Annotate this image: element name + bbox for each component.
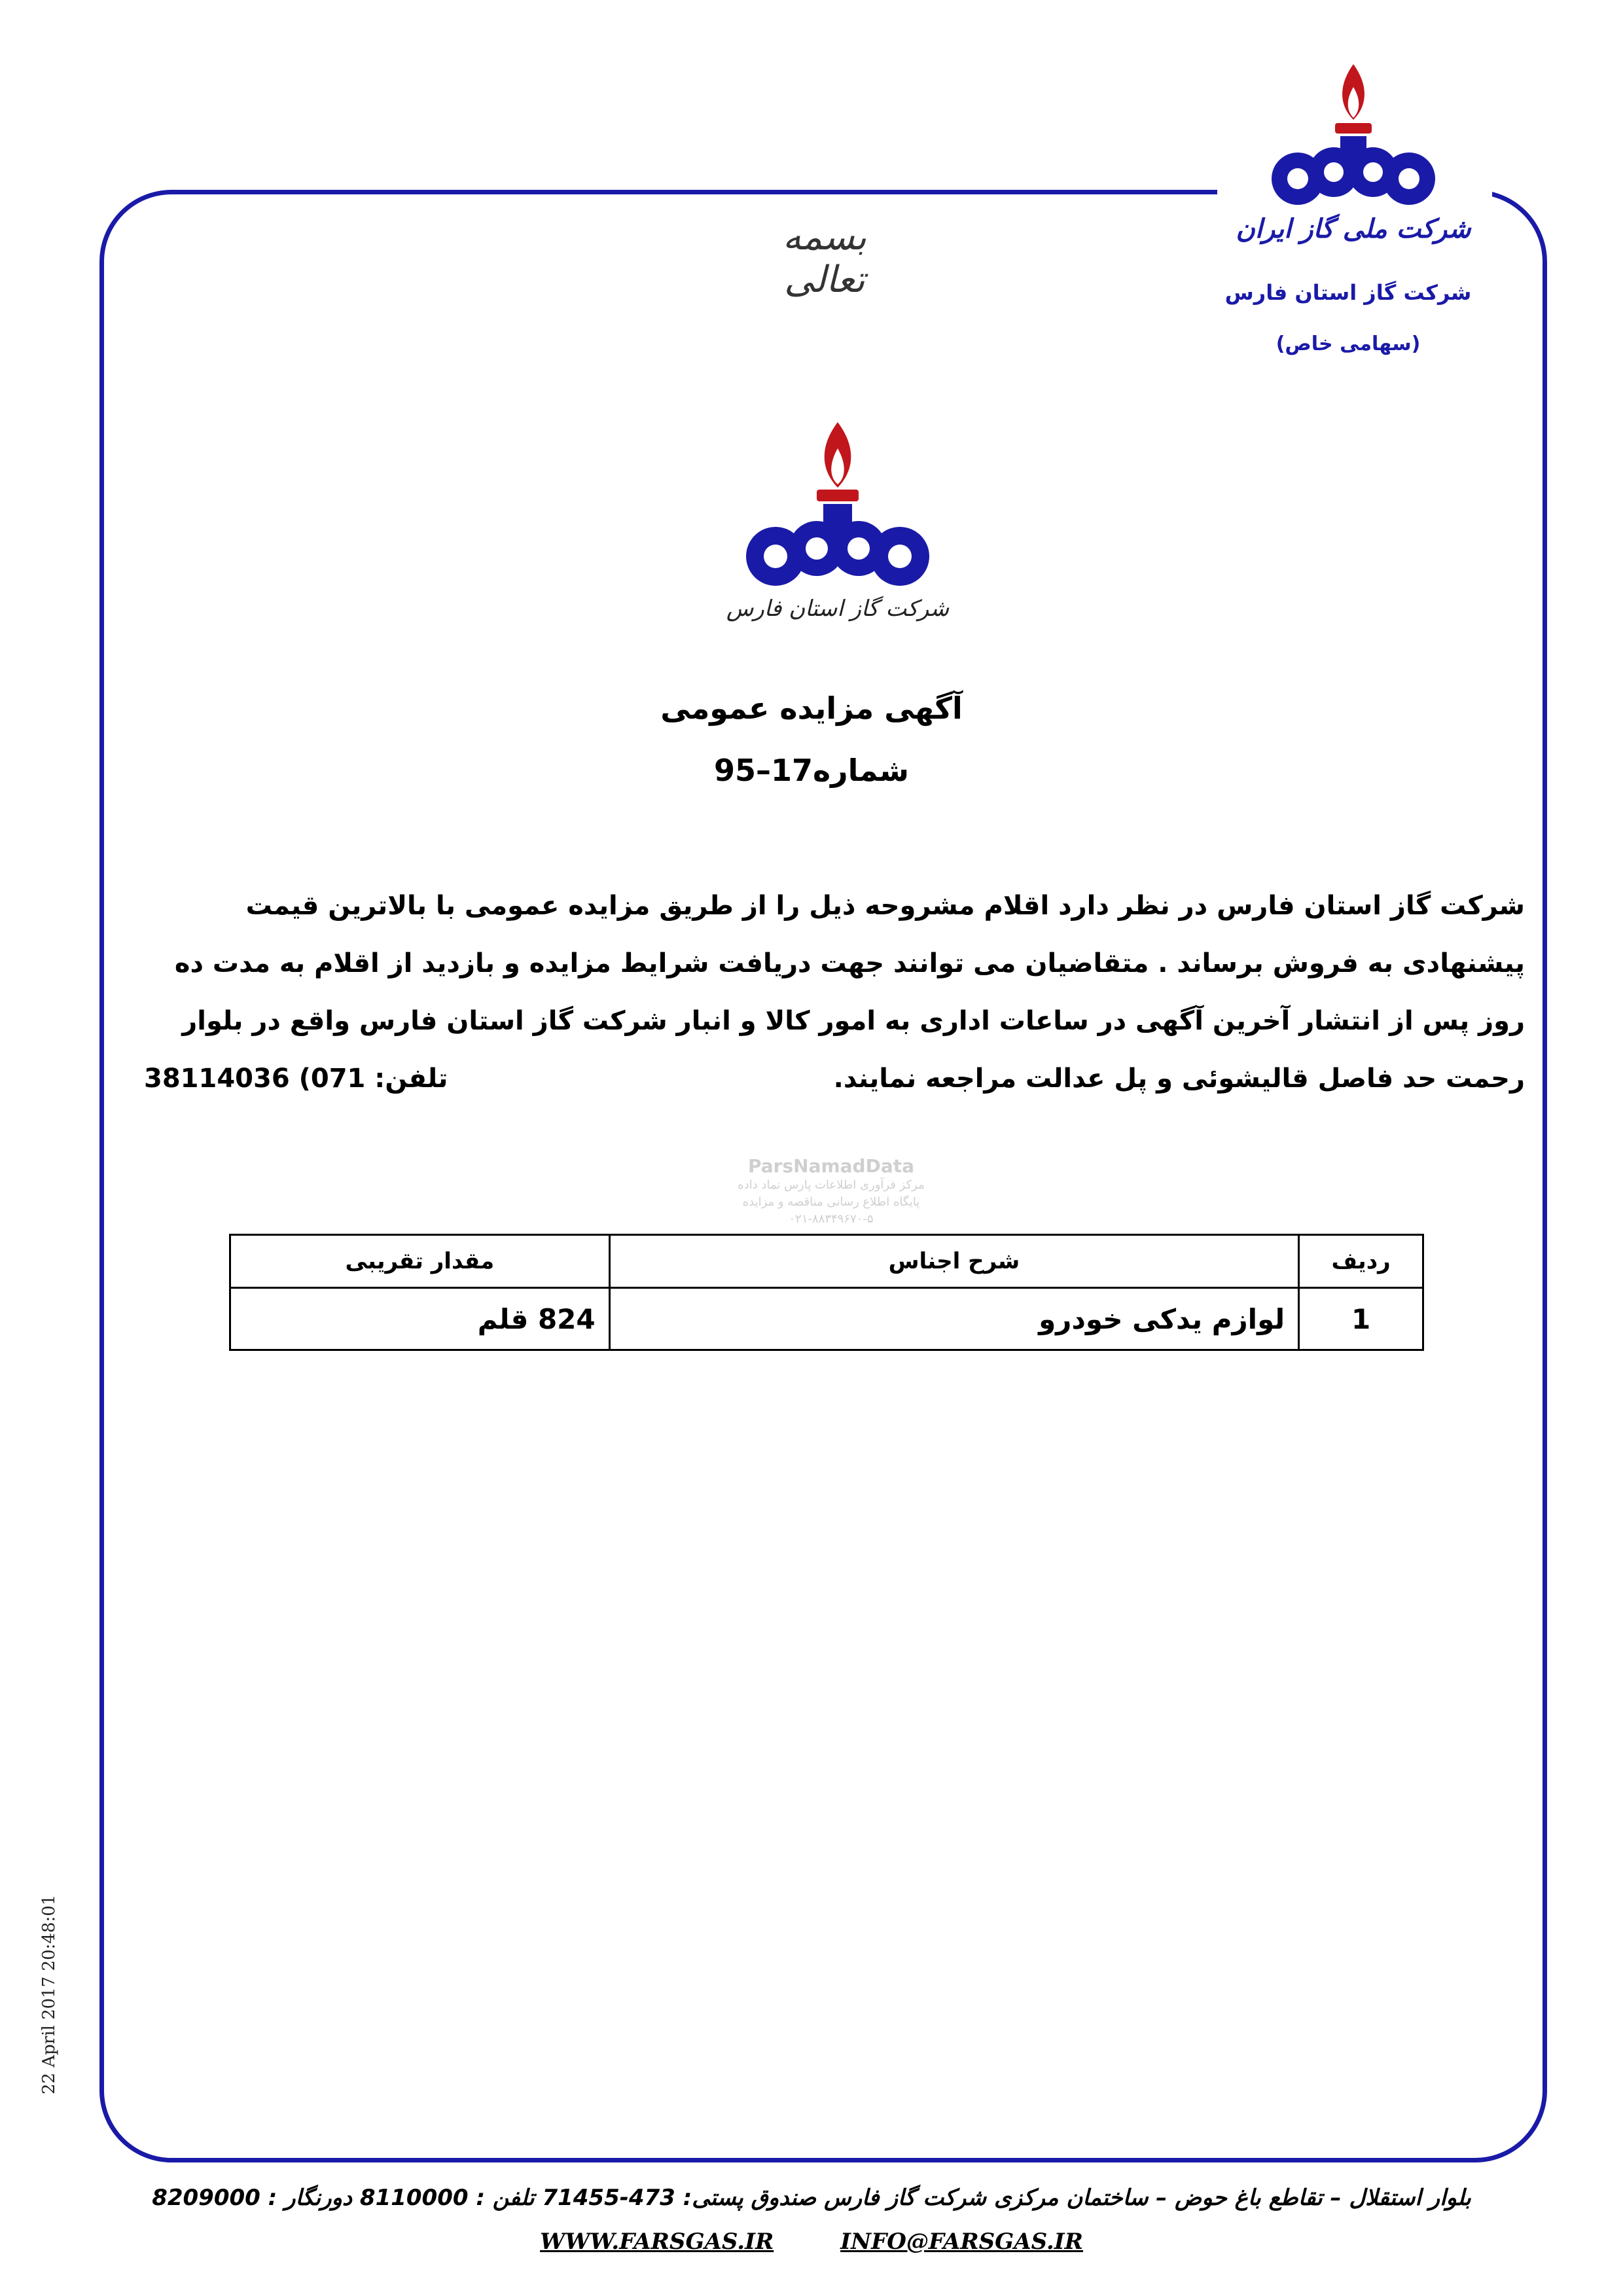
watermark-line-2: پایگاه اطلاع رسانی مناقصه و مزایده	[742, 1195, 920, 1209]
logo-script-text: شرکت ملی گاز ایران	[1236, 213, 1471, 244]
footer-contacts	[0, 2229, 1623, 2255]
notice-title: آگهی مزایده عمومی	[660, 691, 963, 726]
header-description: شرح اجناس	[609, 1235, 1299, 1288]
national-gas-company-logo	[1236, 58, 1471, 254]
company-type: (سهامی خاص)	[1275, 332, 1421, 355]
body-line-3: روز پس از انتشار آخرین آگهی در ساعات اداری به امور کالا و انبار شرکت گاز استان فارس واقع در بلوار	[182, 1006, 1525, 1036]
cell-quantity: 824 قلم	[230, 1288, 610, 1350]
body-line-4: رحمت حد فاصل قالیشوئی و پل عدالت مراجعه نمایند.	[833, 1064, 1525, 1094]
company-name: شرکت گاز استان فارس	[1224, 280, 1472, 305]
phone-number: 38114036 (071	[144, 1064, 366, 1094]
body-line-4-container	[144, 1050, 1525, 1107]
table-row	[230, 1288, 1423, 1350]
cell-description: لوازم یدکی خودرو	[609, 1288, 1299, 1350]
footer-address: بلوار استقلال – تقاطع باغ حوض – ساختمان مرکزی شرکت گاز فارس صندوق پستی: 473-71455 تلفن : 8110000 دورنگار : 8209000	[152, 2185, 1471, 2211]
header-quantity: مقدار تقریبی	[230, 1235, 610, 1288]
table-header-row	[230, 1235, 1423, 1288]
basmala-calligraphy: بسمه تعالی	[783, 216, 866, 301]
header-row-number: ردیف	[1299, 1235, 1423, 1288]
watermark-line-3: ۰۲۱-۸۸۳۴۹۶۷۰-۵	[789, 1212, 874, 1226]
phone-label: تلفن:	[374, 1064, 448, 1094]
watermark-title: ParsNamadData	[748, 1155, 914, 1177]
center-logo-script: شرکت گاز استان فارس	[726, 596, 950, 622]
phone-block	[144, 1050, 448, 1107]
footer-email-link[interactable]: INFO@FARSGAS.IR	[840, 2229, 1083, 2255]
cell-row-number: 1	[1299, 1288, 1423, 1350]
notice-number: شماره17–95	[713, 753, 909, 788]
watermark-line-1: مرکز فرآوری اطلاعات پارس نماد داده	[738, 1178, 925, 1192]
footer-website-link[interactable]: WWW.FARSGAS.IR	[540, 2229, 774, 2255]
side-date-stamp: 22 April 2017 20:48:01	[39, 1894, 59, 2094]
notice-body	[144, 877, 1525, 1107]
items-table	[229, 1234, 1424, 1351]
body-line-2: پیشنهادی به فروش برساند . متقاضیان می توانند جهت دریافت شرایط مزایده و بازدید از اقلام به مدت ده	[174, 948, 1525, 978]
body-line-1: شرکت گاز استان فارس در نظر دارد اقلام مشروحه ذیل را از طریق مزایده عمومی با بالاترین قیمت	[245, 891, 1525, 921]
